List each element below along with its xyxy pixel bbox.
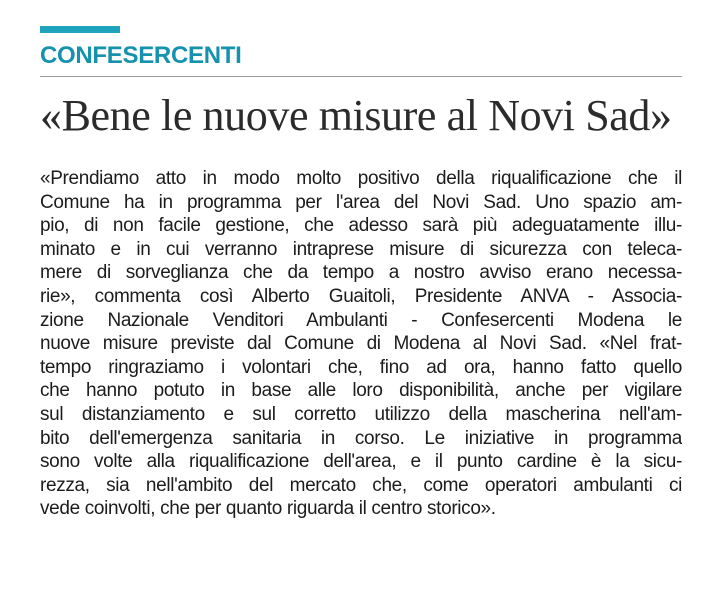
body-line: sono volte alla riqualificazione dell'area, e il punto cardine è la sicu- <box>40 451 682 473</box>
body-line: sul distanziamento e sul corretto utilizzo della mascherina nell'am- <box>40 403 682 425</box>
body-line: tempo ringraziamo i volontari che, fino ad ora, hanno fatto quello <box>40 356 682 378</box>
body-line: zione Nazionale Venditori Ambulanti - Confesercenti Modena le <box>40 309 682 331</box>
body-line: nuove misure previste dal Comune di Modena al Novi Sad. «Nel frat- <box>40 333 682 355</box>
body-line: «Prendiamo atto in modo molto positivo della riqualificazione che il <box>40 168 682 189</box>
body-line: mere di sorveglianza che da tempo a nostro avviso erano necessa- <box>40 262 682 284</box>
body-line: vede coinvolti, che per quanto riguarda il centro storico». <box>40 498 496 520</box>
body-line: che hanno potuto in base alle loro disponibilità, anche per vigilare <box>40 380 682 402</box>
body-line: bito dell'emergenza sanitaria in corso. Le iniziative in programma <box>40 427 682 449</box>
body-line: rie», commenta così Alberto Guaitoli, Presidente ANVA - Associa- <box>40 285 682 307</box>
body-line: minato e in cui verranno intraprese misure di sicurezza con teleca- <box>40 238 682 260</box>
body-line: Comune ha in programma per l'area del Novi Sad. Uno spazio am- <box>40 191 682 213</box>
article-body <box>40 167 682 521</box>
accent-bar <box>40 26 120 33</box>
article-headline: «Bene le nuove misure al Novi Sad» <box>40 91 672 140</box>
divider <box>40 76 682 77</box>
section-kicker: CONFESERCENTI <box>40 42 242 69</box>
body-line: rezza, sia nell'ambito del mercato che, come operatori ambulanti ci <box>40 474 682 496</box>
body-line: pio, di non facile gestione, che adesso sarà più adeguatamente illu- <box>40 215 682 237</box>
